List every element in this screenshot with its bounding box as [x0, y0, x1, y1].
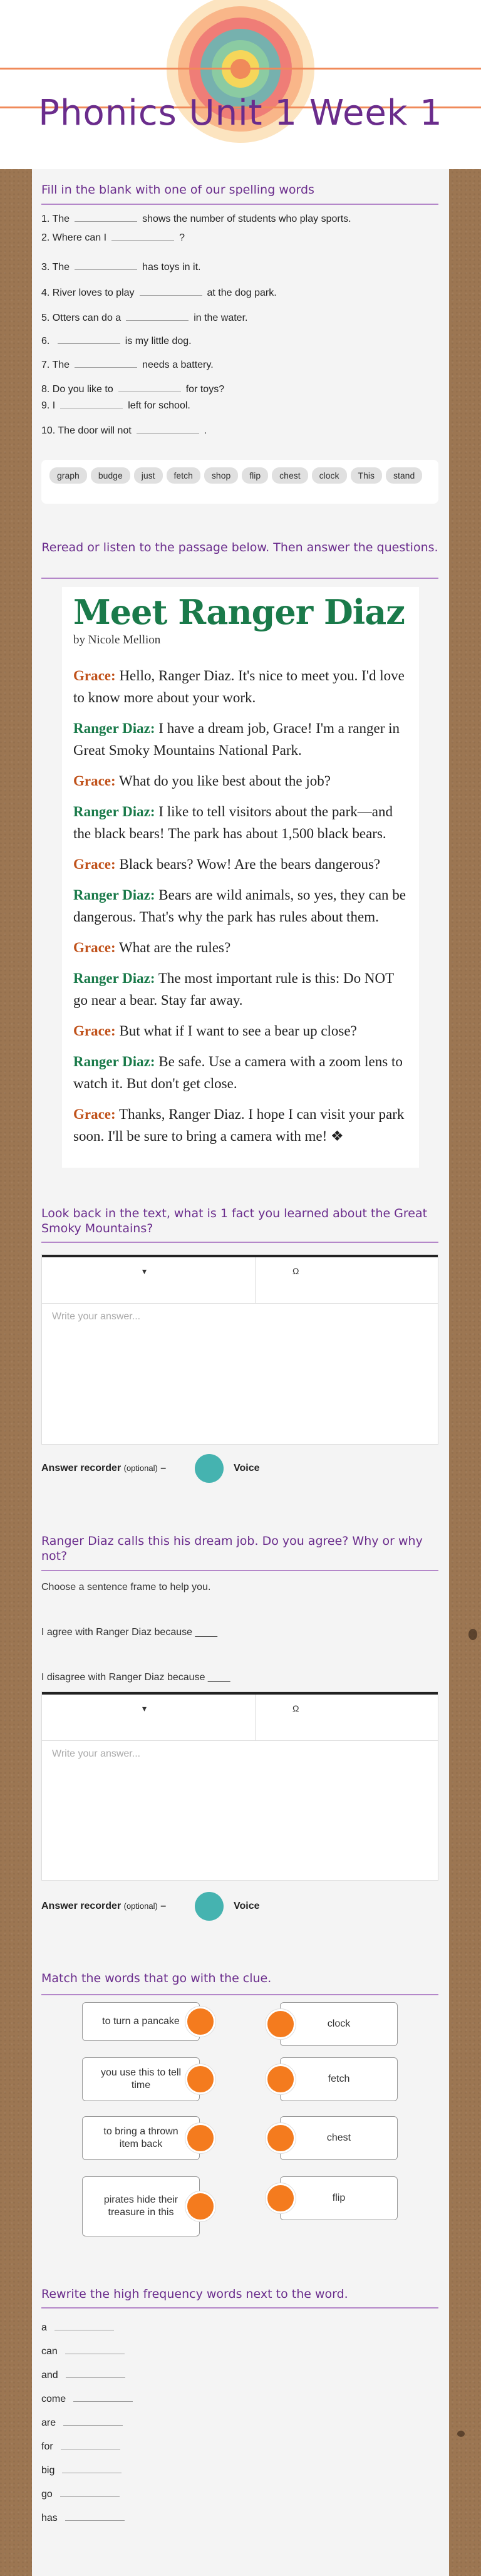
- blank-drop-zone[interactable]: [58, 335, 120, 344]
- hf-input[interactable]: [65, 2345, 125, 2354]
- word-chip[interactable]: clock: [312, 467, 347, 484]
- item-text-after: left for school.: [128, 400, 190, 411]
- blank-drop-zone[interactable]: [75, 359, 137, 368]
- hf-word: go: [41, 2489, 53, 2500]
- fill-blank-item: [41, 383, 224, 396]
- hf-word: big: [41, 2465, 55, 2476]
- dialogue-text: Be safe. Use a camera with a zoom lens to watch it. But don't get close.: [73, 1054, 403, 1091]
- hf-instruction: Rewrite the high frequency words next to the word.: [41, 2287, 348, 2301]
- hf-input[interactable]: [63, 2417, 123, 2426]
- speaker-name: Ranger Diaz:: [73, 887, 155, 903]
- fill-blank-item: [41, 400, 190, 412]
- blank-drop-zone[interactable]: [137, 425, 199, 434]
- speaker-name: Grace:: [73, 668, 116, 683]
- dialogue-line: [73, 884, 408, 928]
- match-word[interactable]: chest: [280, 2116, 398, 2160]
- word-chip[interactable]: fetch: [167, 467, 200, 484]
- voice-label: Voice: [234, 1901, 260, 1911]
- dialogue-line: [73, 801, 408, 844]
- item-text-before: River loves to play: [52, 288, 135, 298]
- item-number: 3.: [41, 262, 50, 273]
- recorder-label: Answer recorder: [41, 1463, 122, 1473]
- editor-toolbar: [42, 1255, 438, 1304]
- word-chip[interactable]: just: [134, 467, 163, 484]
- sentence-frame-agree: I agree with Ranger Diaz because ____: [41, 1627, 218, 1638]
- passage-title: Meet Ranger Diaz: [73, 592, 405, 632]
- match-connector-right[interactable]: [266, 2064, 296, 2094]
- item-number: 5.: [41, 313, 50, 323]
- hf-input[interactable]: [66, 2369, 125, 2378]
- passage-body: [73, 665, 408, 1147]
- dialogue-line: [73, 853, 408, 875]
- item-text-before: The: [52, 262, 70, 273]
- special-char-button[interactable]: Ω: [292, 1266, 299, 1276]
- speaker-name: Ranger Diaz:: [73, 1054, 155, 1069]
- item-text-before: I: [52, 400, 56, 411]
- divider: [41, 2307, 438, 2309]
- match-connector-right[interactable]: [266, 2123, 296, 2153]
- background-spot: [457, 2431, 465, 2437]
- record-button[interactable]: [195, 1892, 224, 1921]
- dialogue-text: What do you like best about the job?: [119, 773, 331, 789]
- page-header: [0, 0, 481, 169]
- match-connector-left[interactable]: [185, 2064, 215, 2094]
- match-clue[interactable]: you use this to tell time: [82, 2057, 200, 2101]
- mandala-decoration: [125, 0, 356, 169]
- item-text-after: shows the number of students who play sports.: [142, 214, 351, 224]
- toolbar-separator: [255, 1257, 256, 1303]
- divider: [41, 204, 438, 205]
- speaker-name: Grace:: [73, 940, 116, 955]
- item-text-before: Do you like to: [52, 384, 113, 395]
- item-text-before: Otters can do a: [52, 313, 122, 323]
- record-button[interactable]: [195, 1454, 224, 1483]
- item-text-after: has toys in it.: [142, 262, 201, 273]
- fill-blank-item: [41, 287, 277, 299]
- item-text-after: ?: [179, 232, 185, 243]
- item-text-before: Where can I: [52, 232, 107, 243]
- special-char-button[interactable]: Ω: [292, 1703, 299, 1713]
- dialogue-text: I have a dream job, Grace! I'm a ranger in Great Smoky Mountains National Park.: [73, 720, 400, 758]
- hf-row: [41, 2464, 122, 2476]
- item-number: 6.: [41, 336, 50, 346]
- divider: [41, 1994, 438, 1995]
- answer-recorder-label: [41, 1463, 166, 1474]
- format-dropdown[interactable]: ▾: [142, 1266, 147, 1276]
- match-connector-right[interactable]: [266, 2183, 296, 2213]
- blank-drop-zone[interactable]: [126, 312, 189, 321]
- dialogue-line: [73, 1020, 408, 1042]
- match-clue[interactable]: to bring a thrown item back: [82, 2116, 200, 2160]
- voice-label: Voice: [234, 1463, 260, 1473]
- recorder-optional: (optional): [123, 1901, 158, 1911]
- item-number: 10.: [41, 425, 56, 436]
- match-instruction: Match the words that go with the clue.: [41, 1971, 272, 1985]
- dialogue-line: [73, 770, 408, 792]
- match-connector-right[interactable]: [266, 2009, 296, 2039]
- recorder-label: Answer recorder: [41, 1901, 122, 1911]
- match-connector-left[interactable]: [185, 2007, 215, 2037]
- blank-drop-zone[interactable]: [75, 261, 137, 270]
- answer-editor-1: [41, 1254, 438, 1445]
- hf-row: [41, 2393, 133, 2405]
- answer-editor-2: [41, 1691, 438, 1881]
- hf-input[interactable]: [65, 2512, 125, 2521]
- word-bank: [41, 460, 438, 504]
- item-number: 9.: [41, 400, 50, 411]
- blank-drop-zone[interactable]: [60, 400, 123, 408]
- dialogue-line: [73, 1103, 408, 1147]
- dialogue-line: [73, 665, 408, 709]
- match-connector-left[interactable]: [185, 2191, 215, 2221]
- item-number: 2.: [41, 232, 50, 243]
- word-chip[interactable]: stand: [386, 467, 422, 484]
- header-divider-top: [0, 68, 481, 70]
- blank-drop-zone[interactable]: [111, 232, 174, 241]
- fill-blank-item: [41, 312, 247, 325]
- item-text-after: is my little dog.: [125, 336, 192, 346]
- background-spot: [468, 1629, 477, 1640]
- dialogue-line: [73, 967, 408, 1011]
- item-text-after: at the dog park.: [207, 288, 277, 298]
- fill-blank-item: [41, 359, 214, 371]
- page-title: Phonics Unit 1 Week 1: [38, 93, 443, 133]
- recorder-dash: –: [160, 1463, 167, 1473]
- blank-drop-zone[interactable]: [75, 213, 137, 222]
- dialogue-text: Hello, Ranger Diaz. It's nice to meet you. I'd love to know more about your work.: [73, 668, 405, 705]
- speaker-name: Grace:: [73, 856, 116, 872]
- fill-blank-item: [41, 335, 192, 348]
- hf-word: can: [41, 2346, 58, 2357]
- hf-word: are: [41, 2418, 56, 2428]
- speaker-name: Grace:: [73, 1106, 116, 1122]
- hf-row: [41, 2512, 125, 2524]
- hf-word: come: [41, 2394, 66, 2404]
- speaker-name: Ranger Diaz:: [73, 970, 155, 986]
- match-word[interactable]: clock: [280, 2002, 398, 2046]
- passage-byline: by Nicole Mellion: [73, 633, 161, 647]
- hf-word: for: [41, 2441, 53, 2452]
- fill-blank-instruction: Fill in the blank with one of our spelling words: [41, 183, 314, 197]
- match-word[interactable]: fetch: [280, 2057, 398, 2101]
- word-chip[interactable]: This: [351, 467, 382, 484]
- match-clue[interactable]: to turn a pancake: [82, 2002, 200, 2041]
- fill-blank-item: [41, 425, 207, 437]
- dialogue-text: What are the rules?: [119, 940, 231, 955]
- sentence-frame-disagree: I disagree with Ranger Diaz because ____: [41, 1672, 230, 1683]
- format-dropdown[interactable]: ▾: [142, 1703, 147, 1713]
- match-clue[interactable]: pirates hide their treasure in this: [82, 2176, 200, 2236]
- word-chip[interactable]: chest: [272, 467, 308, 484]
- editor-toolbar: [42, 1692, 438, 1741]
- question-2-prompt: Ranger Diaz calls this his dream job. Do you agree? Why or why not?: [41, 1534, 423, 1563]
- speaker-name: Grace:: [73, 1023, 116, 1039]
- item-number: 1.: [41, 214, 50, 224]
- divider: [41, 578, 438, 579]
- word-chip[interactable]: flip: [242, 467, 268, 484]
- recorder-optional: (optional): [123, 1463, 158, 1473]
- hf-row: [41, 2417, 123, 2429]
- item-text-before: The: [52, 214, 70, 224]
- match-connector-left[interactable]: [185, 2123, 215, 2153]
- blank-drop-zone[interactable]: [140, 287, 202, 296]
- answer-input-1[interactable]: Write your answer...: [52, 1311, 141, 1322]
- hf-row: [41, 2345, 125, 2357]
- dialogue-text: Thanks, Ranger Diaz. I hope I can visit your park soon. I'll be sure to bring a camera with me! ❖: [73, 1106, 405, 1144]
- item-number: 7.: [41, 360, 50, 370]
- item-text-after: for toys?: [185, 384, 225, 395]
- toolbar-separator: [255, 1695, 256, 1740]
- hf-row: [41, 2488, 120, 2500]
- word-chip[interactable]: shop: [204, 467, 238, 484]
- item-text-after: .: [204, 425, 207, 436]
- match-word[interactable]: flip: [280, 2176, 398, 2220]
- hf-input[interactable]: [60, 2488, 120, 2497]
- dialogue-text: Bears are wild animals, so yes, they can be dangerous. That's why the park has rules about them.: [73, 887, 406, 925]
- speaker-name: Grace:: [73, 773, 116, 789]
- hf-word: and: [41, 2370, 58, 2381]
- word-chip[interactable]: budge: [91, 467, 130, 484]
- hf-row: [41, 2369, 125, 2381]
- item-number: 4.: [41, 288, 50, 298]
- dialogue-text: But what if I want to see a bear up close?: [119, 1023, 357, 1039]
- fill-blank-item: [41, 213, 351, 226]
- word-chip[interactable]: graph: [49, 467, 87, 484]
- item-text-after: in the water.: [194, 313, 248, 323]
- dialogue-line: [73, 717, 408, 761]
- recorder-dash: –: [160, 1901, 167, 1911]
- hf-input[interactable]: [62, 2464, 122, 2473]
- hf-input[interactable]: [54, 2322, 114, 2330]
- item-text-after: needs a battery.: [142, 360, 214, 370]
- item-number: 8.: [41, 384, 50, 395]
- dialogue-line: [73, 1051, 408, 1094]
- passage-instruction: Reread or listen to the passage below. Then answer the questions.: [41, 541, 438, 554]
- question-1-prompt: Look back in the text, what is 1 fact you learned about the Great Smoky Mountains?: [41, 1207, 428, 1235]
- passage-image: [62, 587, 419, 1168]
- divider: [41, 1242, 438, 1243]
- hf-word: has: [41, 2513, 58, 2523]
- hf-row: [41, 2322, 114, 2334]
- hf-row: [41, 2441, 120, 2453]
- answer-recorder-label: [41, 1901, 166, 1912]
- item-text-before: The: [52, 360, 70, 370]
- hf-input[interactable]: [61, 2441, 120, 2449]
- divider: [41, 1570, 438, 1571]
- speaker-name: Ranger Diaz:: [73, 720, 155, 736]
- dialogue-text: Black bears? Wow! Are the bears dangerous?: [119, 856, 381, 872]
- hf-input[interactable]: [73, 2393, 133, 2402]
- item-text-before: The door will not: [58, 425, 132, 436]
- fill-blank-item: [41, 261, 200, 274]
- dialogue-text: The most important rule is this: Do NOT go near a bear. Stay far away.: [73, 970, 394, 1008]
- answer-input-2[interactable]: Write your answer...: [52, 1748, 141, 1759]
- speaker-name: Ranger Diaz:: [73, 804, 155, 819]
- dialogue-text: I like to tell visitors about the park—and the black bears! The park has about 1,500 black bears.: [73, 804, 393, 841]
- blank-drop-zone[interactable]: [118, 383, 181, 392]
- fill-blank-item: [41, 232, 185, 244]
- frame-instruction: Choose a sentence frame to help you.: [41, 1582, 211, 1592]
- dialogue-line: [73, 937, 408, 958]
- hf-word: a: [41, 2322, 47, 2333]
